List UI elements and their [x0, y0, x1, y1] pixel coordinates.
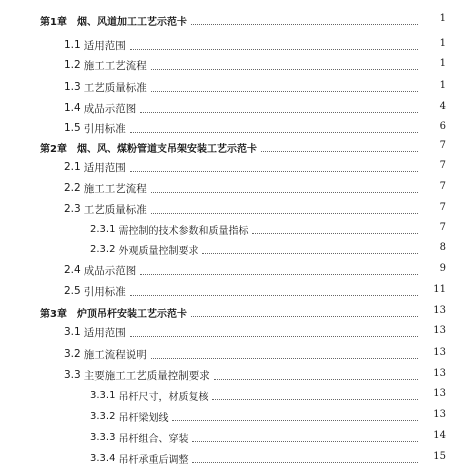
toc-entry-title: 主要施工工艺质量控制要求	[83, 369, 210, 382]
dot-leader	[130, 295, 418, 296]
toc-entry-3-2[interactable]	[64, 345, 422, 363]
dot-leader	[151, 213, 418, 214]
toc-entry-1-4[interactable]	[64, 99, 422, 117]
toc-entry-title: 工艺质量标准	[83, 203, 147, 216]
dot-leader	[202, 253, 418, 254]
toc-entry-title: 吊杆组合、穿装	[118, 433, 189, 445]
toc-entry-title: 吊杆尺寸，材质复核	[118, 391, 209, 403]
toc-entry-3-3-1[interactable]	[90, 386, 422, 404]
toc-entry-number: 3.3.3	[90, 431, 116, 443]
dot-leader	[130, 132, 418, 133]
dot-leader	[212, 399, 418, 400]
dot-leader	[130, 171, 418, 172]
toc-entry-number: 3.3.4	[90, 452, 116, 464]
dot-leader	[151, 69, 418, 70]
toc-entry-2-4[interactable]	[64, 261, 422, 279]
toc-entry-page: 7	[439, 202, 446, 213]
toc-entry-3-3[interactable]	[64, 366, 422, 384]
toc-entry-page: 15	[433, 451, 446, 462]
toc-entry-number: 1.2	[64, 59, 81, 71]
toc-entry-3-3-3[interactable]	[90, 428, 422, 446]
toc-entry-title: 吊杆承重后调整	[118, 454, 189, 466]
toc-entry-title: 需控制的技术参数和质量指标	[118, 225, 249, 237]
toc-entry-number: 1.5	[64, 122, 81, 134]
toc-entry-number: 2.2	[64, 182, 81, 194]
toc-entry-title: 引用标准	[83, 122, 126, 135]
toc-entry-page: 13	[433, 325, 446, 336]
toc-entry-number: 2.3.2	[90, 243, 116, 255]
toc-entry-2-3-1[interactable]	[90, 220, 422, 238]
toc-entry-title: 外观质量控制要求	[118, 245, 199, 257]
toc-entry-number: 第3章	[40, 308, 67, 320]
toc-entry-3-3-4[interactable]	[90, 449, 422, 467]
toc-entry-number: 第1章	[40, 16, 67, 28]
toc-entry-title: 适用范围	[83, 326, 126, 339]
toc-entry-page: 13	[433, 368, 446, 379]
toc-entry-number: 2.3.1	[90, 223, 116, 235]
toc-entry-chapter-2[interactable]	[40, 138, 422, 156]
toc-entry-number: 3.1	[64, 326, 81, 338]
dot-leader	[130, 49, 418, 50]
dot-leader	[172, 420, 418, 421]
toc-entry-1-1[interactable]	[64, 36, 422, 54]
toc-entry-page: 7	[439, 160, 446, 171]
toc-entry-page: 13	[433, 347, 446, 358]
toc-entry-number: 2.3	[64, 203, 81, 215]
toc-entry-title: 施工工艺流程	[83, 182, 147, 195]
dot-leader	[261, 151, 418, 152]
toc-entry-title: 引用标准	[83, 285, 126, 298]
toc-entry-title: 施工工艺流程	[83, 59, 147, 72]
toc-entry-number: 3.3.2	[90, 410, 116, 422]
toc-entry-number: 3.3	[64, 369, 81, 381]
toc-entry-page: 14	[433, 430, 446, 441]
dot-leader	[151, 91, 418, 92]
toc-entry-1-2[interactable]	[64, 56, 422, 74]
toc-entry-number: 1.3	[64, 81, 81, 93]
dot-leader	[192, 441, 418, 442]
toc-entry-title: 成品示范图	[83, 102, 137, 115]
dot-leader	[140, 112, 418, 113]
toc-entry-number: 2.1	[64, 161, 81, 173]
toc-entry-2-1[interactable]	[64, 158, 422, 176]
toc-entry-page: 13	[433, 388, 446, 399]
toc-entry-page: 8	[439, 242, 446, 253]
toc-entry-title: 适用范围	[83, 39, 126, 52]
toc-entry-1-5[interactable]	[64, 119, 422, 137]
toc-entry-2-5[interactable]	[64, 282, 422, 300]
toc-entry-page: 1	[439, 13, 446, 24]
toc-entry-page: 7	[439, 222, 446, 233]
dot-leader	[140, 274, 418, 275]
toc-entry-number: 1.1	[64, 39, 81, 51]
toc-entry-title: 工艺质量标准	[83, 81, 147, 94]
toc-entry-page: 13	[433, 305, 446, 316]
toc-entry-page: 1	[439, 38, 446, 49]
toc-entry-1-3[interactable]	[64, 78, 422, 96]
toc-entry-page: 13	[433, 409, 446, 420]
toc-entry-page: 11	[433, 284, 446, 295]
toc-entry-title: 施工流程说明	[83, 348, 147, 361]
toc-entry-2-3-2[interactable]	[90, 240, 422, 258]
toc-entry-number: 2.5	[64, 285, 81, 297]
dot-leader	[191, 316, 418, 317]
toc-entry-page: 7	[439, 140, 446, 151]
dot-leader	[191, 24, 418, 25]
toc-entry-3-1[interactable]	[64, 323, 422, 341]
dot-leader	[130, 336, 418, 337]
dot-leader	[214, 379, 418, 380]
toc-entry-page: 4	[439, 101, 446, 112]
toc-entry-number: 1.4	[64, 102, 81, 114]
toc-entry-chapter-1[interactable]	[40, 11, 422, 29]
toc-entry-title: 成品示范图	[83, 264, 137, 277]
toc-entry-page: 1	[439, 80, 446, 91]
toc-entry-title: 吊杆梁划线	[118, 412, 169, 424]
toc-entry-number: 第2章	[40, 143, 67, 155]
dot-leader	[192, 462, 418, 463]
toc-entry-number: 3.2	[64, 348, 81, 360]
toc-entry-title: 炉顶吊杆安装工艺示范卡	[76, 308, 187, 320]
toc-entry-page: 1	[439, 58, 446, 69]
toc-entry-page: 7	[439, 181, 446, 192]
dot-leader	[151, 192, 418, 193]
toc-entry-page: 9	[439, 263, 446, 274]
toc-entry-title: 烟、风道加工工艺示范卡	[76, 16, 187, 28]
dot-leader	[252, 233, 418, 234]
toc-entry-2-2[interactable]	[64, 179, 422, 197]
toc-entry-title: 适用范围	[83, 161, 126, 174]
toc-entry-page: 6	[439, 121, 446, 132]
dot-leader	[151, 358, 418, 359]
toc-entry-3-3-2[interactable]	[90, 407, 422, 425]
toc-entry-number: 2.4	[64, 264, 81, 276]
toc-entry-chapter-3[interactable]	[40, 303, 422, 321]
toc-entry-2-3[interactable]	[64, 200, 422, 218]
toc-entry-title: 烟、风、煤粉管道支吊架安装工艺示范卡	[76, 143, 257, 155]
toc-entry-number: 3.3.1	[90, 389, 116, 401]
